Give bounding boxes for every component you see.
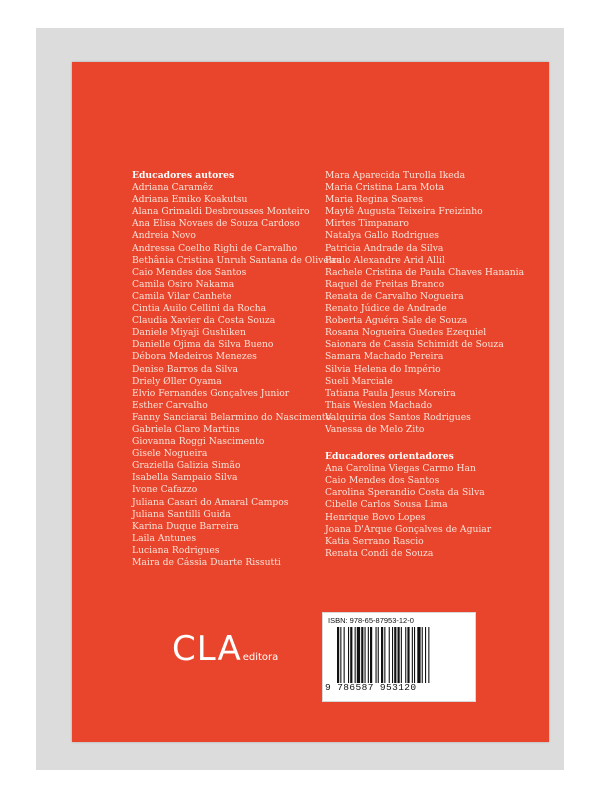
barcode-bar (350, 627, 352, 683)
authors-column-right (325, 170, 524, 560)
author-name: Sueli Marciale (325, 375, 393, 387)
barcode-bar (337, 627, 339, 683)
author-name: Renato Júdice de Andrade (325, 303, 447, 315)
author-name: Andreia Novo (132, 230, 196, 242)
author-name: Fanny Sanciarai Belarmino do Nascimento (132, 411, 332, 423)
section-gap (325, 436, 524, 451)
author-name: Giovanna Roggi Nascimento (132, 436, 265, 448)
author-name: Renata Condi de Souza (325, 547, 434, 559)
author-name: Cibelle Carlos Sousa Lima (325, 499, 448, 511)
advisors-heading: Educadores orientadores (325, 451, 454, 463)
barcode-bar (389, 627, 390, 683)
publisher-logo (172, 629, 279, 669)
logo-wordmark: CLA (172, 629, 242, 669)
author-name: Ana Carolina Viegas Carmo Han (325, 463, 476, 475)
author-name: Katia Serrano Rascio (325, 535, 424, 547)
author-name: Alana Grimaldi Desbrousses Monteiro (132, 206, 310, 218)
author-name: Luciana Rodrigues (132, 544, 220, 556)
author-name: Driely Øller Oyama (132, 375, 222, 387)
barcode-bar (422, 627, 423, 683)
author-name: Silvia Helena do Império (325, 363, 441, 375)
author-name: Ana Elisa Novaes de Souza Cardoso (132, 218, 300, 230)
barcode-bar (357, 627, 360, 683)
author-name: Samara Machado Pereira (325, 351, 444, 363)
author-name: Danielle Ojima da Silva Bueno (132, 339, 274, 351)
author-name: Cintia Auilo Cellini da Rocha (132, 303, 267, 315)
author-name: Paulo Alexandre Arid Allil (325, 254, 445, 266)
author-name: Gabriela Claro Martins (132, 423, 240, 435)
author-name: Débora Medeiros Menezes (132, 351, 257, 363)
barcode-bar (361, 627, 363, 683)
barcode-bar (417, 627, 420, 683)
barcode-bar (365, 627, 366, 683)
barcode-bar (425, 627, 426, 683)
author-name: Tatiana Paula Jesus Moreira (325, 387, 456, 399)
isbn-barcode-box (322, 612, 476, 702)
author-name: Maira de Cássia Duarte Rissutti (132, 557, 281, 568)
author-name: Maria Cristina Lara Mota (325, 182, 445, 194)
barcode-bar (428, 627, 429, 683)
author-name: Patricia Andrade da Silva (325, 242, 444, 254)
author-name: Renata de Carvalho Nogueira (325, 290, 464, 302)
author-name: Esther Carvalho (132, 399, 208, 411)
barcode-bar (340, 627, 341, 683)
advisors-list (325, 463, 524, 560)
author-name: Graziella Galizia Simão (132, 460, 241, 472)
barcode-icon (337, 627, 463, 683)
barcode-bar (348, 627, 349, 683)
author-name: Karina Duque Barreira (132, 520, 239, 532)
author-name: Rachele Cristina de Paula Chaves Hanania (325, 266, 525, 278)
isbn-label: ISBN: 978-65-87953-12-0 (328, 616, 414, 625)
barcode-bar (392, 627, 393, 683)
author-name: Valquiria dos Santos Rodrigues (325, 411, 471, 423)
author-name: Ivone Cafazzo (132, 484, 198, 496)
barcode-bar (370, 627, 372, 683)
author-name: Juliana Santilli Guida (132, 508, 231, 520)
author-name: Maytê Augusta Teixeira Freizinho (325, 206, 483, 218)
author-name: Isabella Sampaio Silva (132, 472, 238, 484)
authors-heading: Educadores autores (132, 170, 235, 181)
author-name: Adriana Caramêz (132, 182, 214, 194)
author-name: Maria Regina Soares (325, 194, 423, 206)
barcode-digits: 9 786587 953120 (325, 682, 417, 693)
book-back-cover (72, 62, 549, 742)
author-name: Elvio Fernandes Gonçalves Junior (132, 387, 290, 399)
author-name: Joana D'Arque Gonçalves de Aguiar (325, 523, 492, 535)
author-name: Carolina Sperandio Costa da Silva (325, 487, 485, 499)
author-name: Bethânia Cristina Unruh Santana de Oliveira (132, 254, 342, 266)
author-name: Raquel de Freitas Branco (325, 278, 445, 290)
barcode-bar (368, 627, 369, 683)
barcode-bar (381, 627, 383, 683)
barcode-bar (398, 627, 400, 683)
barcode-bar (355, 627, 356, 683)
author-name: Natalya Gallo Rodrigues (325, 230, 439, 242)
barcode-bar (412, 627, 413, 683)
barcode-bar (384, 627, 385, 683)
author-name: Mara Aparecida Turolla Ikeda (325, 170, 466, 181)
logo-subtitle: editora (242, 652, 279, 663)
barcode-bar (394, 627, 396, 683)
author-name: Gisele Nogueira (132, 448, 208, 460)
author-name: Laila Antunes (132, 532, 197, 544)
author-name: Camila Vilar Canhete (132, 290, 232, 302)
author-name: Andressa Coelho Righi de Carvalho (132, 242, 298, 254)
author-name: Camila Osiro Nakama (132, 278, 235, 290)
author-name: Denise Barros da Silva (132, 363, 239, 375)
author-name: Rosana Nogueira Guedes Ezequiel (325, 327, 487, 339)
author-name: Henrique Bovo Lopes (325, 511, 426, 523)
author-name: Caio Mendes dos Santos (325, 475, 440, 487)
author-name: Adriana Emiko Koakutsu (132, 194, 248, 206)
author-name: Saionara de Cassia Schimidt de Souza (325, 339, 504, 351)
author-name: Thais Weslen Machado (325, 399, 432, 411)
barcode-bar (378, 627, 379, 683)
authors-list-left (132, 182, 342, 569)
barcode-bar (407, 627, 409, 683)
author-name: Mirtes Timpanaro (325, 218, 409, 230)
author-name: Claudia Xavier da Costa Souza (132, 315, 276, 327)
authors-list-right (325, 170, 524, 436)
author-name: Roberta Aguéra Sale de Souza (325, 315, 468, 327)
author-name: Daniele Miyaji Gushiken (132, 327, 246, 339)
author-name: Caio Mendes dos Santos (132, 266, 247, 278)
barcode-bar (405, 627, 406, 683)
barcode-bar (376, 627, 377, 683)
barcode-bar (401, 627, 402, 683)
barcode-bar (344, 627, 345, 683)
authors-column-left (132, 170, 342, 569)
author-name: Vanessa de Melo Zito (325, 423, 425, 435)
barcode-bar (414, 627, 415, 683)
author-name: Juliana Casari do Amaral Campos (132, 496, 289, 508)
